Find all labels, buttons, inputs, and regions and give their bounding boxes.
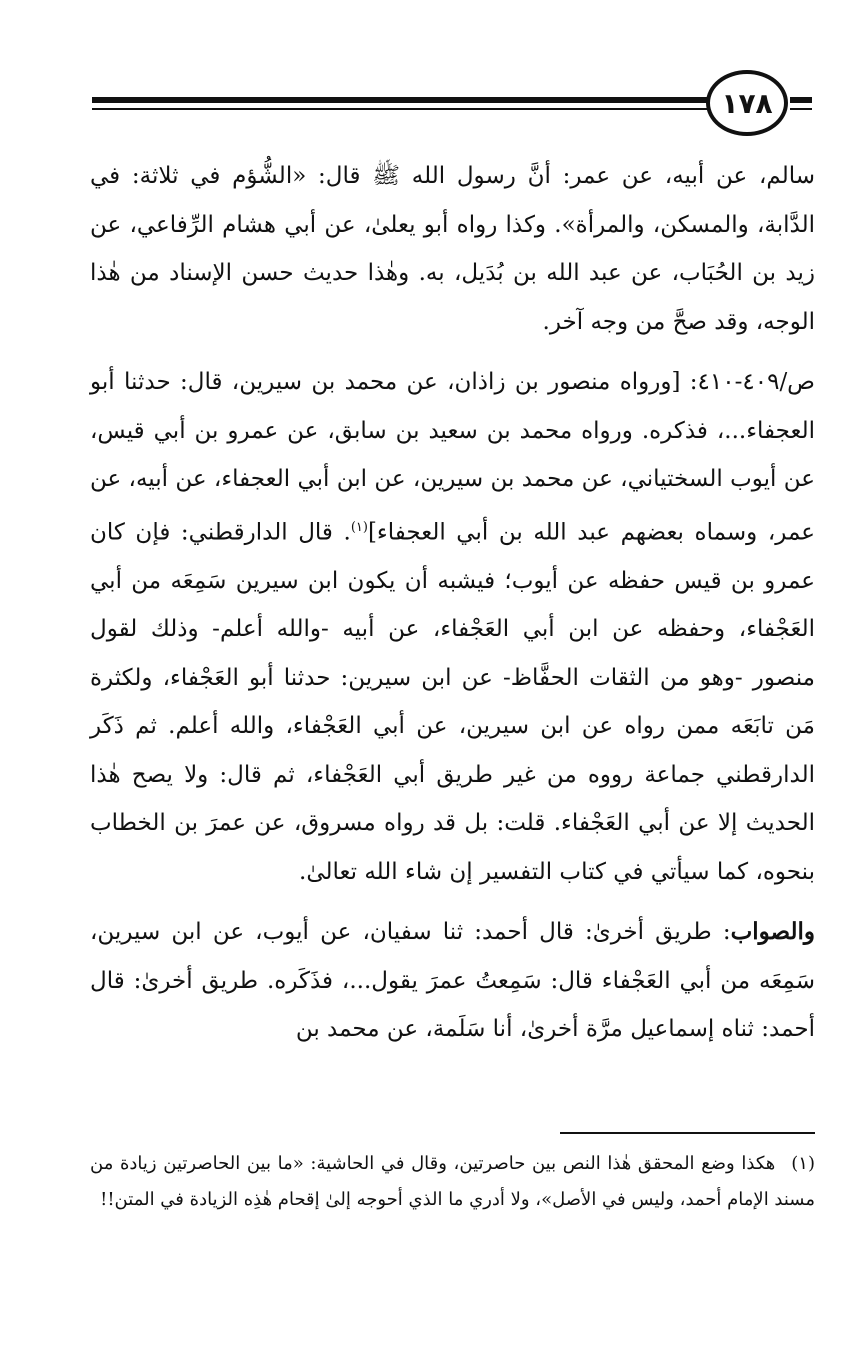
header-rule-thick: [92, 97, 710, 103]
paragraph-correct-route: [90, 908, 815, 1054]
paragraph-lead-word: والصواب: [730, 918, 815, 946]
footnote: [90, 1146, 815, 1218]
footnote-reference[interactable]: (١): [350, 519, 368, 535]
paragraph-daraqutni-continuation: . قال الدارقطني: فإن كان عمرو بن قيس حفظه عن أيوب؛ فيشبه أن يكون ابن سيرين سَمِعَه من أبي العَجْفاء، وحفظه عن ابن أبي العَجْفاء، عن أبيه -والله أعلم- وذلك لقول منصور -وهو من الثقات الحفَّاظ- عن ابن سيرين: حدثنا أبو العَجْفاء، ولكثرة مَن تابَعَه ممن رواه عن ابن سيرين، عن أبي العَجْفاء، والله أعلم. ثم ذَكَر الدارقطني جماعة رووه من غير طريق أبي العَجْفاء، ثم قال: ولا يصح هٰذا الحديث إلا عن أبي العَجْفاء. قلت: بل قد رواه مسروق، عن عمرَ بن الخطاب بنحوه، كما سيأتي في كتاب التفسير إن شاء الله تعالىٰ.: [90, 519, 815, 885]
page-header: [0, 0, 855, 150]
footnote-text: هكذا وضع المحقق هٰذا النص بين حاصرتين، وقال في الحاشية: «ما بين الحاصرتين زيادة من مسند الإمام أحمد، وليس في الأصل»، ولا أدري ما الذي أحوجه إلىٰ إقحام هٰذِه الزيادة في المتن!!: [90, 1153, 815, 1210]
header-rule-thin: [92, 108, 710, 110]
header-rule-right-thin: [790, 108, 812, 110]
footnote-separator: [560, 1132, 815, 1134]
paragraph-correct-route-text: : طريق أخرىٰ: قال أحمد: ثنا سفيان، عن أيوب، عن ابن سيرين، سَمِعَه من أبي العَجْفاء قال: سَمِعتُ عمرَ يقول...، فذَكَره. طريق أخرىٰ: قال أحمد: ثناه إسماعيل مرَّة أخرىٰ، أنا سَلَمة، عن محمد بن: [90, 919, 815, 1043]
body-text: [90, 152, 815, 1054]
header-rule-right-thick: [790, 97, 812, 103]
footnote-marker: (١): [791, 1153, 815, 1174]
page-number: ١٧٨: [706, 70, 788, 136]
paragraph-daraqutni-text: ص/٤٠٩-٤١٠: [ورواه منصور بن زاذان، عن محمد بن سيرين، قال: حدثنا أبو العجفاء...، فذكره. ورواه محمد بن سعيد بن سابق، عن عمرو بن أبي قيس، عن أيوب السختياني، عن محمد بن سيرين، عن ابن أبي العجفاء، عن أبيه، عن عمر، وسماه بعضهم عبد الله بن أبي العجفاء]: [90, 369, 816, 546]
paragraph-hadith-commentary: سالم، عن أبيه، عن عمر: أنَّ رسول الله ﷺ قال: «الشُّؤم في ثلاثة: في الدَّابة، والمسكن، والمرأة». وكذا رواه أبو يعلىٰ، عن أبي هشام الرِّفاعي، عن زيد بن الحُبَاب، عن عبد الله بن بُدَيل، به. وهٰذا حديث حسن الإسناد من هٰذا الوجه، وقد صحَّ من وجه آخر.: [90, 163, 816, 335]
paragraph-daraqutni: [90, 358, 815, 896]
